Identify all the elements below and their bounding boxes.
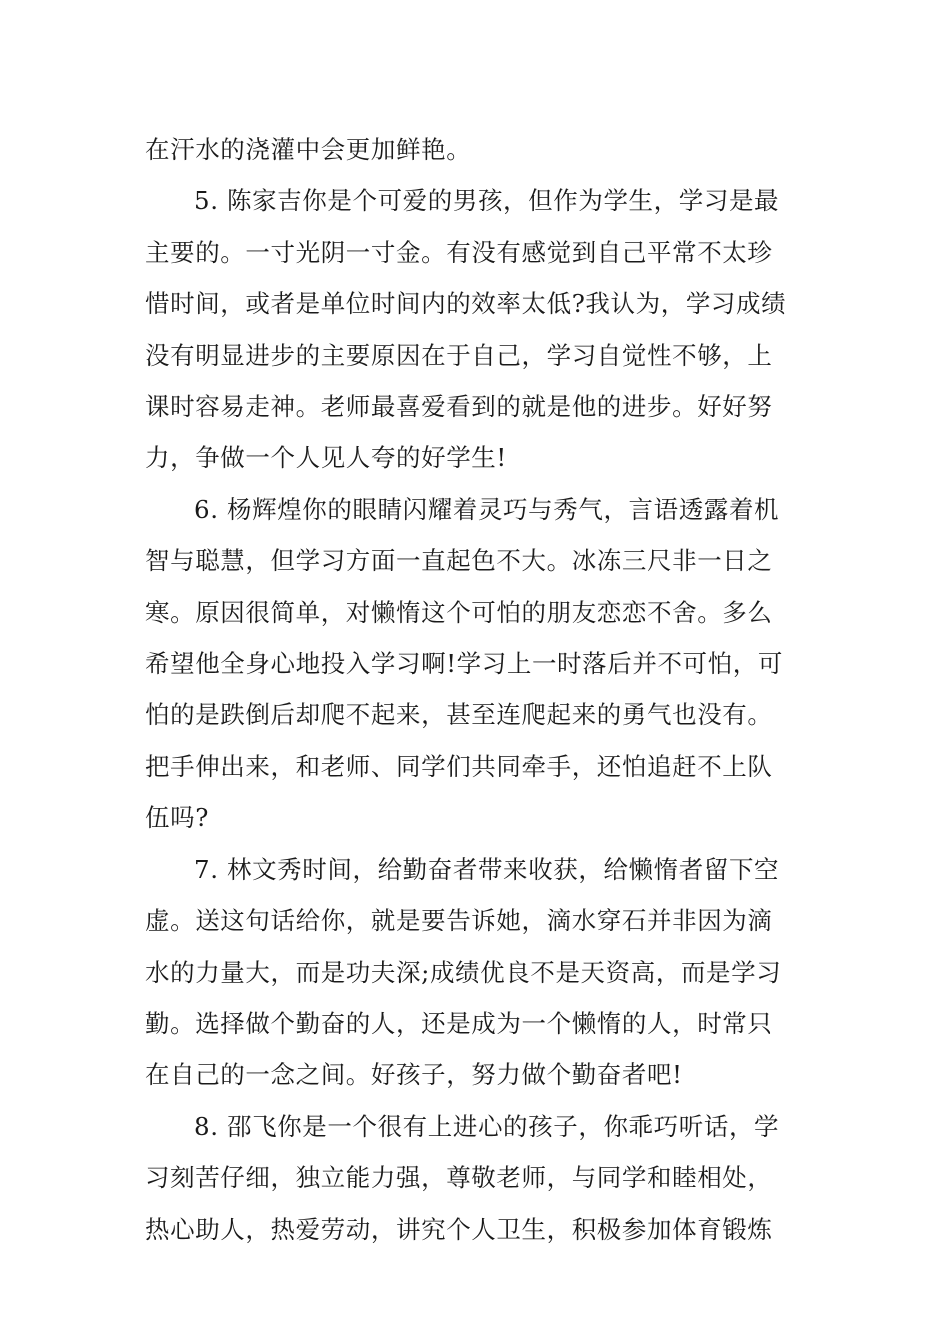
- text-line: 在自己的一念之间。好孩子，努力做个勤奋者吧!: [145, 1060, 683, 1090]
- text-line: 寒。原因很简单，对懒惰这个可怕的朋友恋恋不舍。多么: [145, 597, 773, 627]
- text-line: 习刻苦仔细，独立能力强，尊敬老师，与同学和睦相处，: [145, 1163, 773, 1193]
- text-line: 怕的是跌倒后却爬不起来，甚至连爬起来的勇气也没有。: [145, 700, 773, 730]
- text-line: 智与聪慧，但学习方面一直起色不大。冰冻三尺非一日之: [145, 546, 773, 576]
- text-line: 虚。送这句话给你，就是要告诉她，滴水穿石并非因为滴: [145, 906, 773, 936]
- text-line: 6. 杨辉煌你的眼睛闪耀着灵巧与秀气，言语透露着机: [194, 494, 780, 524]
- text-line: 希望他全身心地投入学习啊!学习上一时落后并不可怕，可: [145, 649, 783, 679]
- text-line: 8. 邵飞你是一个很有上进心的孩子，你乖巧听话，学: [194, 1111, 780, 1141]
- paragraph-item-7: [145, 844, 807, 1101]
- text-line: 主要的。一寸光阴一寸金。有没有感觉到自己平常不太珍: [145, 237, 773, 267]
- text-line: 力，争做一个人见人夸的好学生!: [145, 443, 507, 473]
- text-line: 热心助人，热爱劳动，讲究个人卫生，积极参加体育锻炼: [145, 1214, 773, 1244]
- text-line: 伍吗?: [145, 803, 209, 833]
- text-line: 勤。选择做个勤奋的人，还是成为一个懒惰的人，时常只: [145, 1008, 773, 1038]
- text-line: 7. 林文秀时间，给勤奋者带来收获，给懒惰者留下空: [194, 854, 780, 884]
- text-line: 5. 陈家吉你是个可爱的男孩，但作为学生，学习是最: [194, 186, 780, 216]
- text-line: 水的力量大，而是功夫深;成绩优良不是天资高，而是学习: [145, 957, 782, 987]
- text-line: 课时容易走神。老师最喜爱看到的就是他的进步。好好努: [145, 392, 773, 422]
- document-body: [145, 124, 807, 1255]
- text-line: 惜时间，或者是单位时间内的效率太低?我认为，学习成绩: [145, 289, 787, 319]
- paragraph-item-6: [145, 484, 807, 844]
- paragraph-item-5: [145, 175, 807, 483]
- text-line: 没有明显进步的主要原因在于自己，学习自觉性不够，上: [145, 340, 773, 370]
- text-line: 把手伸出来，和老师、同学们共同牵手，还怕追赶不上队: [145, 751, 773, 781]
- paragraph-item-8: [145, 1101, 807, 1255]
- paragraph-continuation: [145, 124, 807, 175]
- text-line: 在汗水的浇灌中会更加鲜艳。: [145, 135, 472, 164]
